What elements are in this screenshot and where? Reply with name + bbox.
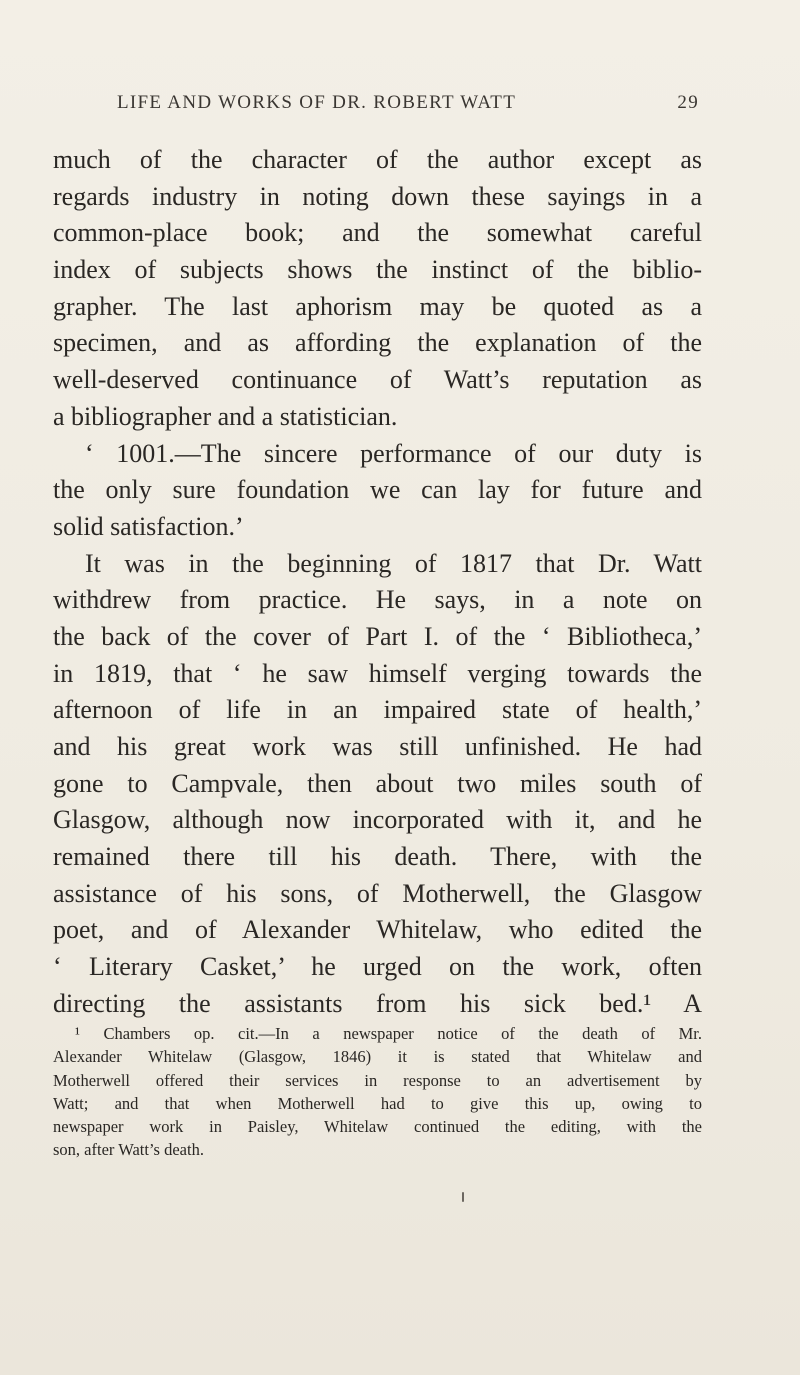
body-line: gone to Campvale, then about two miles south of [53, 768, 702, 798]
body-line: a bibliographer and a statistician. [53, 401, 398, 431]
body-line: specimen, and as affording the explanation of the [53, 328, 702, 358]
footnote-line: Motherwell offered their services in response to an advertisement by [53, 1070, 702, 1090]
body-line: and his great work was still unfinished. He had [53, 732, 702, 761]
body-line: poet, and of Alexander Whitelaw, who edited the [53, 915, 702, 945]
quotation-line: ‘ 1001.—The sincere performance of our duty is [85, 438, 702, 468]
running-header [117, 92, 699, 122]
body-text [53, 142, 702, 1023]
body-line: Glasgow, although now incorporated with it, and he [53, 805, 702, 835]
page-number: 29 [677, 92, 699, 113]
body-line: the back of the cover of Part I. of the ‘ Bibliotheca,’ [53, 621, 702, 651]
body-line: assistance of his sons, of Motherwell, the Glasgow [53, 878, 702, 908]
body-line: regards industry in noting down these sayings in a [53, 181, 702, 211]
footnote-line: Alexander Whitelaw (Glasgow, 1846) it is stated that Whitelaw and [53, 1047, 702, 1067]
body-line: well-deserved continuance of Watt’s reputation as [53, 365, 702, 395]
running-title: LIFE AND WORKS OF DR. ROBERT WATT [117, 92, 517, 113]
print-speck [462, 1192, 464, 1202]
footnote-line: ¹ Chambers op. cit.—In a newspaper notice of the death of Mr. [75, 1024, 702, 1043]
footnote [53, 1022, 702, 1162]
quotation-line: the only sure foundation we can lay for future and [53, 475, 702, 505]
body-line: It was in the beginning of 1817 that Dr. Watt [85, 548, 702, 578]
body-line: common-place book; and the somewhat careful [53, 218, 702, 248]
quotation-line: solid satisfaction.’ [53, 511, 244, 541]
body-line: grapher. The last aphorism may be quoted as a [53, 291, 702, 321]
footnote-line: newspaper work in Paisley, Whitelaw continued the editing, with the [53, 1117, 702, 1137]
footnote-line: Watt; and that when Motherwell had to give this up, owing to [53, 1093, 702, 1113]
body-line: withdrew from practice. He says, in a note on [53, 585, 702, 615]
body-line: afternoon of life in an impaired state of health,’ [53, 695, 702, 725]
body-line: directing the assistants from his sick bed.¹ A [53, 988, 702, 1018]
body-line: much of the character of the author except as [53, 145, 702, 174]
footnote-line: son, after Watt’s death. [53, 1140, 204, 1160]
body-line: index of subjects shows the instinct of the biblio- [53, 255, 702, 285]
body-line: remained there till his death. There, with the [53, 842, 702, 872]
body-line: in 1819, that ‘ he saw himself verging towards the [53, 658, 702, 688]
body-line: ‘ Literary Casket,’ he urged on the work, often [53, 952, 702, 982]
